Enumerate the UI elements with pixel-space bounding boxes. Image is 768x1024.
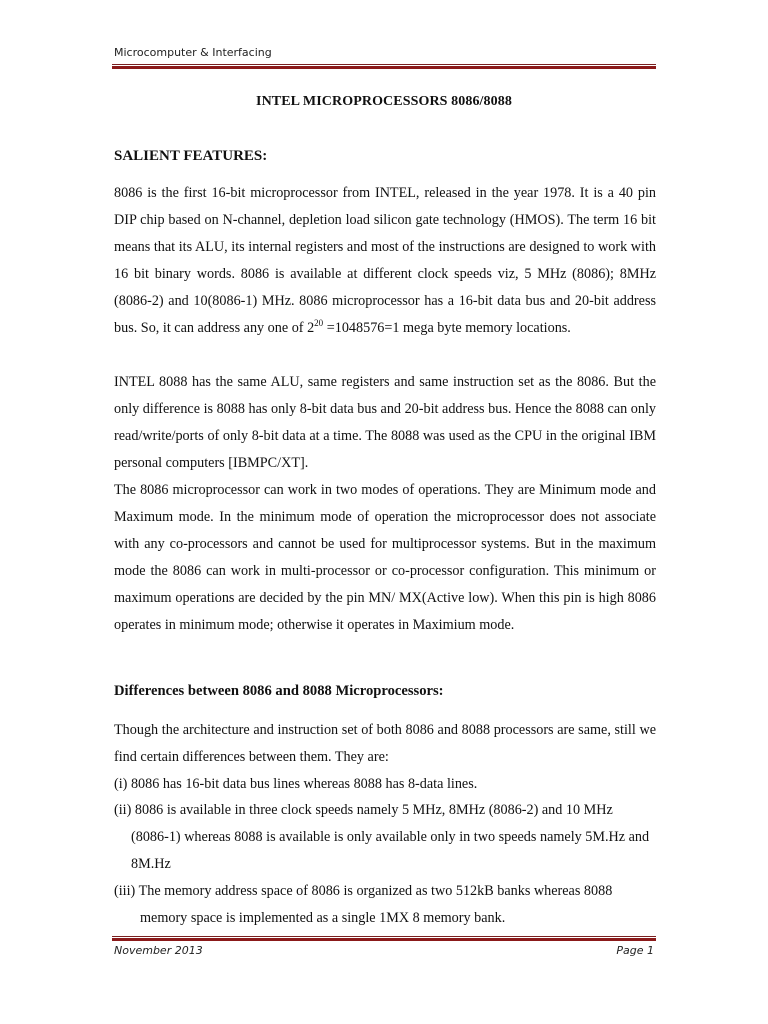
sub-heading-differences: Differences between 8086 and 8088 Microprocessors:: [114, 683, 444, 699]
paragraph-modes: The 8086 microprocessor can work in two modes of operations. They are Minimum mode and Maximum mode. In the minimum mode of operation the microprocessor does not associate with any co-processors and cannot be used for multiprocessor systems. But in the maximum mode the 8086 can work in multi-processor or co-processor configuration. This minimum or maximum operations are decided by the pin MN/ MX(Active low). When this pin is high 8086 operates in minimum mode; otherwise it operates in Maximium mode.: [114, 482, 656, 633]
running-header: Microcomputer & Interfacing: [114, 46, 272, 59]
list-item-continuation: memory space is implemented as a single 1MX 8 memory bank.: [140, 909, 506, 926]
list-item-label: (ii): [114, 802, 135, 818]
list-item-text: 8086 has 16-bit data bus lines whereas 8088 has 8-data lines.: [130, 776, 478, 792]
document-title: INTEL MICROPROCESSORS 8086/8088: [256, 94, 512, 109]
superscript-exponent: 20: [314, 317, 324, 328]
footer-date: November 2013: [114, 944, 203, 957]
paragraph-8088: INTEL 8088 has the same ALU, same registers and same instruction set as the 8086. But the only difference is 8088 has only 8-bit data bus and 20-bit address bus. Hence the 8088 can only read/write/ports of only 8-bit data at a time. The 8088 was used as the CPU in the original IBM personal computers [IBMPC/XT].: [114, 374, 656, 471]
list-item: [114, 797, 656, 878]
list-item: [114, 771, 656, 798]
paragraph-text-continued: =1048576=1 mega byte memory locations.: [323, 319, 571, 336]
header-rule: [112, 64, 656, 69]
paragraph-differences-intro: Though the architecture and instruction set of both 8086 and 8088 processors are same, still we find certain differences between them. They are:: [114, 722, 656, 765]
list-item-text: The memory address space of 8086 is organized as two 512kB banks whereas 8088: [138, 883, 613, 899]
footer-rule: [112, 936, 656, 941]
section-heading: SALIENT FEATURES:: [114, 148, 268, 164]
footer-page-number: Page 1: [616, 944, 654, 957]
list-item-label: (i): [114, 776, 131, 792]
paragraph-salient-features: [114, 180, 656, 341]
list-item: [114, 878, 656, 932]
list-item-label: (iii): [114, 883, 139, 899]
list-item-continuation: (8086-1) whereas 8088 is available is only available only in two speeds namely 5M.Hz and 8M.Hz: [131, 828, 650, 872]
paragraph-text: 8086 is the first 16-bit microprocessor from INTEL, released in the year 1978. It is a 40 pin DIP chip based on N-channel, depletion load silicon gate technology (HMOS). The term 16 bit means that its ALU, its internal registers and most of the instructions are designed to work with 16 bit binary words. 8086 is available at different clock speeds viz, 5 MHz (8086); 8MHz (8086-2) and 10(8086-1) MHz. 8086 microprocessor has a 16-bit data bus and 20-bit address bus. So, it can address any one of 2: [114, 185, 656, 336]
list-item-text: 8086 is available in three clock speeds namely 5 MHz, 8MHz (8086-2) and 10 MHz: [134, 802, 613, 818]
